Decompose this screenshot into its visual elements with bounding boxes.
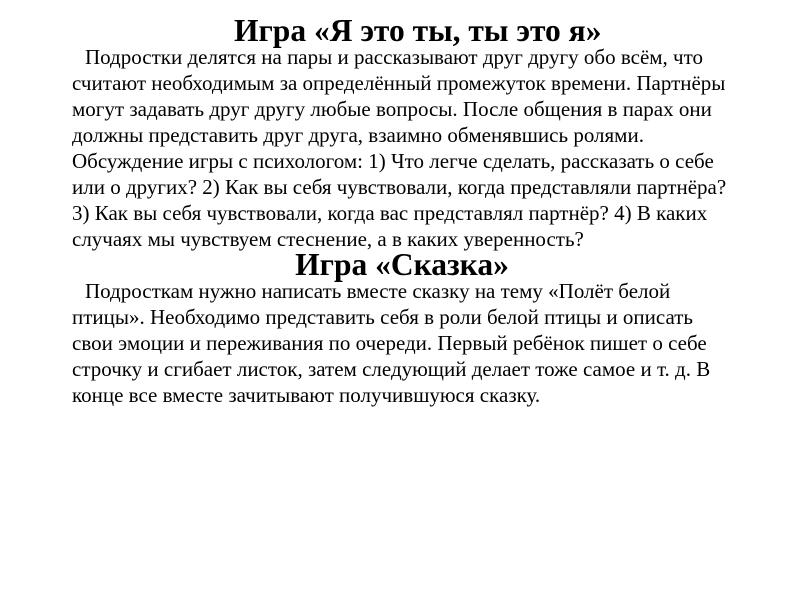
- game-description-ya-eto-ty: Подростки делятся на пары и рассказывают друг другу обо всём, что считают необходимым за определённый промежуток времени. Партнёры могут задавать друг другу любые вопросы. После общения в парах они должны представить друг друга, взаимно обменявшись ролями. Обсуждение игры с психологом: 1) Что легче сделать, рассказать о себе или о других? 2) Как вы себя чувствовали, когда представляли партнёра? 3) Как вы себя чувствовали, когда вас представлял партнёр? 4) В каких случаях мы чувствуем стеснение, а в каких уверенность?: [72, 45, 727, 251]
- game-title-ya-eto-ty: Игра «Я это ты, ты это я»: [234, 13, 602, 48]
- game-description-skazka: Подросткам нужно написать вместе сказку на тему «Полёт белой птицы». Необходимо представить себя в роли белой птицы и описать свои эмоции и переживания по очереди. Первый ребёнок пишет о себе строчку и сгибает листок, затем следующий делает тоже самое и т. д. В конце все вместе зачитывают получившуюся сказку.: [72, 279, 711, 407]
- game-title-skazka: Игра «Сказка»: [295, 247, 509, 282]
- document-page: [72, 13, 732, 408]
